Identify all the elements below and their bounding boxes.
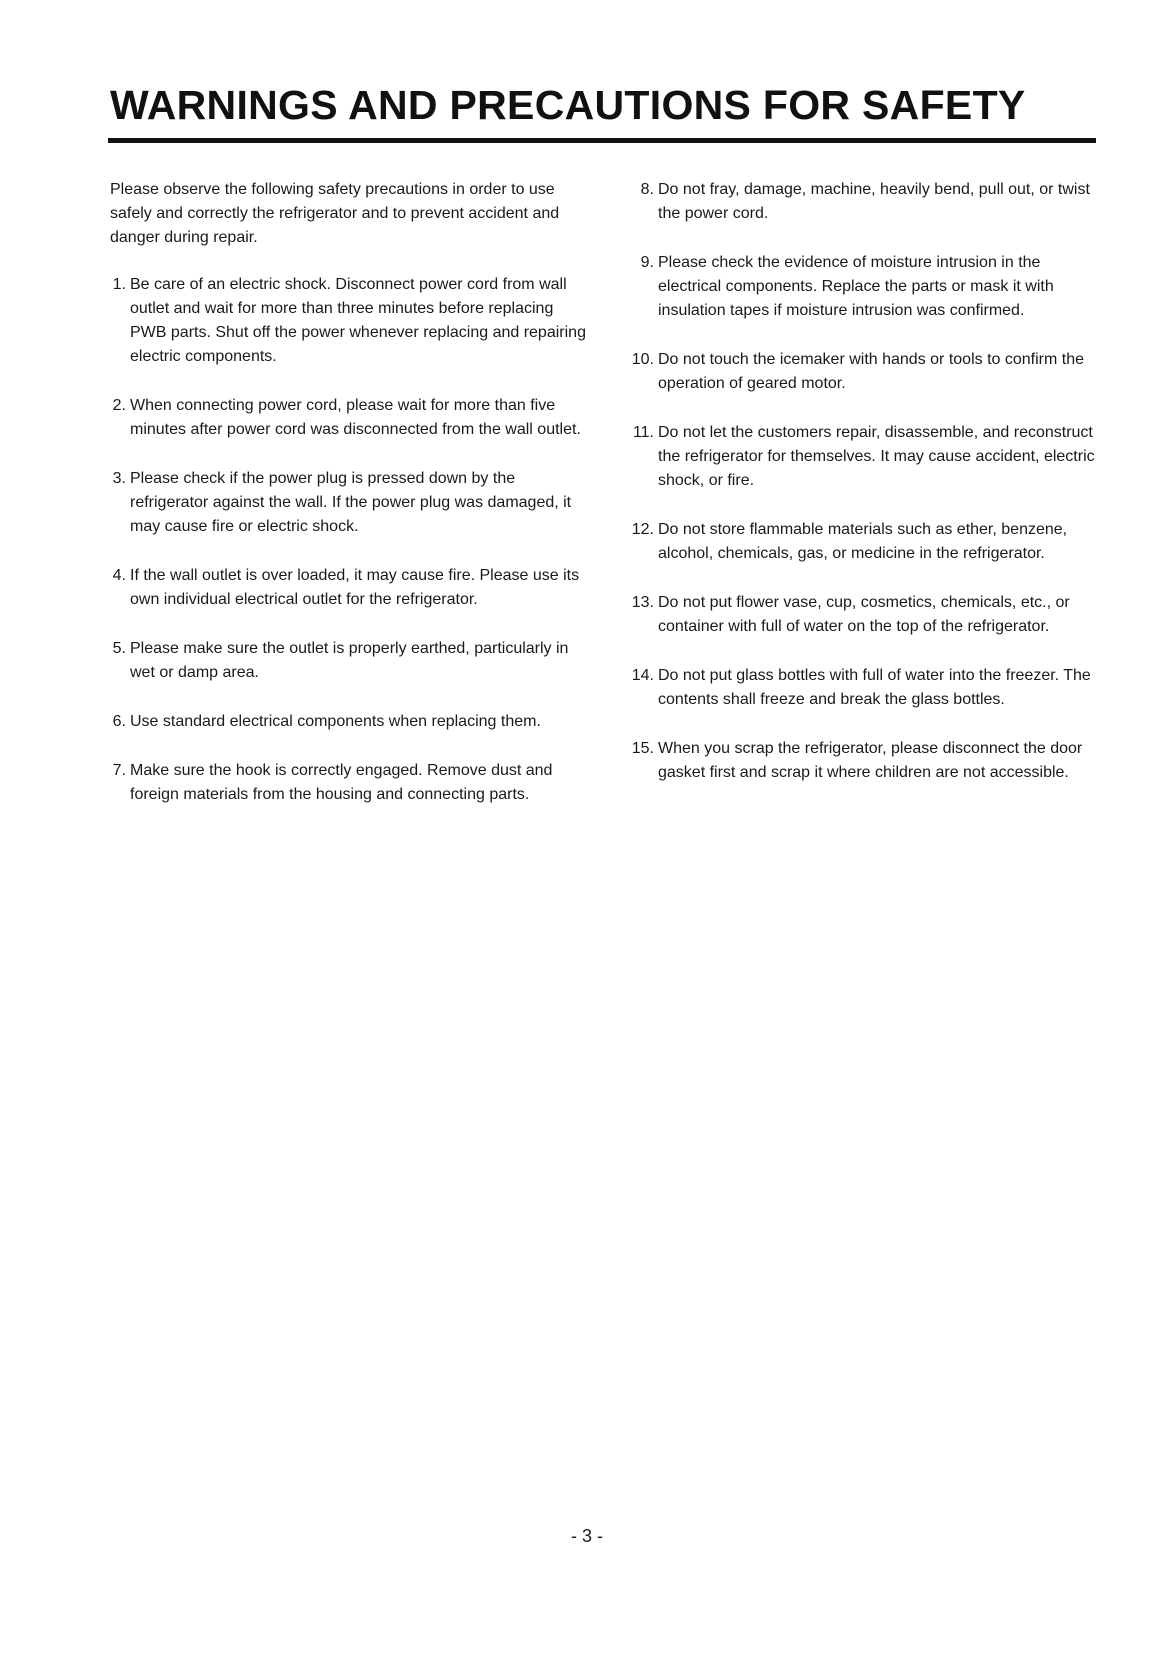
title-divider [108, 138, 1096, 143]
item-text: If the wall outlet is over loaded, it may cause fire. Please use its own individual electrical outlet for the refrigerator. [130, 567, 580, 608]
item-text: When connecting power cord, please wait for more than five minutes after power cord was disconnected from the wall outlet. [130, 397, 581, 438]
precaution-item-3 [110, 467, 590, 539]
intro-paragraph: Please observe the following safety precautions in order to use safely and correctly the refrigerator and to prevent accident and danger during repair. [110, 181, 560, 246]
item-number: 15. [631, 740, 654, 757]
precaution-item-1 [110, 273, 590, 369]
item-text: Do not let the customers repair, disassemble, and reconstruct the refrigerator for themselves. It may cause accident, electric shock, or fire. [658, 424, 1095, 489]
item-text: Do not put flower vase, cup, cosmetics, chemicals, etc., or container with full of water on the top of the refrigerator. [658, 594, 1070, 635]
precaution-item-12 [626, 518, 1096, 566]
item-number: 9. [640, 254, 654, 271]
item-text: Please check if the power plug is pressed down by the refrigerator against the wall. If the power plug was damaged, it may cause fire or electric shock. [130, 470, 572, 535]
precaution-item-11 [626, 421, 1096, 493]
precaution-item-15 [626, 737, 1096, 785]
left-column [110, 178, 590, 832]
item-text: Do not put glass bottles with full of water into the freezer. The contents shall freeze and break the glass bottles. [658, 667, 1091, 708]
item-number: 2. [112, 397, 126, 414]
item-text: Use standard electrical components when replacing them. [130, 713, 541, 730]
item-text: Please make sure the outlet is properly earthed, particularly in wet or damp area. [130, 640, 569, 681]
precaution-item-7 [110, 759, 590, 807]
item-number: 4. [112, 567, 126, 584]
item-number: 1. [112, 276, 126, 293]
item-number: 12. [631, 521, 654, 538]
item-number: 8. [640, 181, 654, 198]
precaution-item-6 [110, 710, 590, 734]
item-text: Do not touch the icemaker with hands or tools to confirm the operation of geared motor. [658, 351, 1084, 392]
item-number: 7. [112, 762, 126, 779]
precaution-item-9 [626, 251, 1096, 323]
right-column [626, 178, 1096, 810]
item-text: When you scrap the refrigerator, please disconnect the door gasket first and scrap it where children are not accessible. [658, 740, 1083, 781]
page-number: - 3 - [570, 1526, 603, 1546]
precaution-item-8 [626, 178, 1096, 226]
precaution-item-14 [626, 664, 1096, 712]
item-text: Be care of an electric shock. Disconnect power cord from wall outlet and wait for more than three minutes before replacing PWB parts. Shut off the power whenever replacing and repairing electric components. [130, 276, 586, 365]
item-number: 3. [112, 470, 126, 487]
item-number: 6. [112, 713, 126, 730]
item-number: 13. [631, 594, 654, 611]
precaution-item-4 [110, 564, 590, 612]
precaution-item-10 [626, 348, 1096, 396]
item-text: Make sure the hook is correctly engaged. Remove dust and foreign materials from the housing and connecting parts. [130, 762, 553, 803]
item-number: 5. [112, 640, 126, 657]
item-text: Do not store flammable materials such as ether, benzene, alcohol, chemicals, gas, or medicine in the refrigerator. [658, 521, 1068, 562]
item-text: Do not fray, damage, machine, heavily bend, pull out, or twist the power cord. [658, 181, 1090, 222]
item-number: 11. [632, 424, 654, 441]
item-text: Please check the evidence of moisture intrusion in the electrical components. Replace the parts or mask it with insulation tapes if moisture intrusion was confirmed. [658, 254, 1054, 319]
precaution-item-13 [626, 591, 1096, 639]
item-number: 14. [631, 667, 654, 684]
precaution-item-5 [110, 637, 590, 685]
page-title: WARNINGS AND PRECAUTIONS FOR SAFETY [110, 82, 1026, 128]
precaution-item-2 [110, 394, 590, 442]
item-number: 10. [631, 351, 654, 368]
